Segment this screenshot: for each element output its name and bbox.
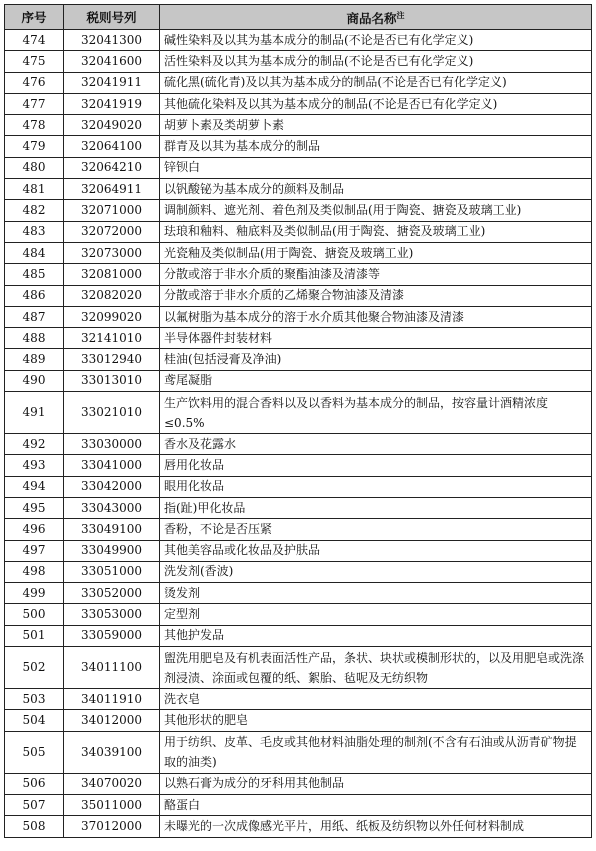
seq-cell: 483 (5, 221, 64, 242)
name-cell: 分散或溶于非水介质的聚酯油漆及清漆等 (160, 264, 592, 285)
table-row (5, 455, 592, 476)
code-cell: 34011910 (64, 689, 160, 710)
code-cell: 34012000 (64, 710, 160, 731)
table-row (5, 157, 592, 178)
code-cell: 33012940 (64, 349, 160, 370)
name-cell: 以熟石膏为成分的牙科用其他制品 (160, 773, 592, 794)
name-cell: 其他形状的肥皂 (160, 710, 592, 731)
code-cell: 35011000 (64, 794, 160, 815)
seq-cell: 490 (5, 370, 64, 391)
table-row (5, 72, 592, 93)
code-cell: 32099020 (64, 306, 160, 327)
seq-cell: 479 (5, 136, 64, 157)
table-row (5, 328, 592, 349)
header-name-label: 商品名称 (346, 11, 397, 27)
name-cell: 洗发剂(香波) (160, 561, 592, 582)
seq-cell: 489 (5, 349, 64, 370)
table-row (5, 285, 592, 306)
name-cell: 其他美容品或化妆品及护肤品 (160, 540, 592, 561)
code-cell: 33053000 (64, 604, 160, 625)
table-row (5, 306, 592, 327)
code-cell: 32141010 (64, 328, 160, 349)
table-row (5, 497, 592, 518)
name-cell: 调制颜料、遮光剂、着色剂及类似制品(用于陶瓷、搪瓷及玻璃工业) (160, 200, 592, 221)
code-cell: 33021010 (64, 392, 160, 434)
table-row (5, 30, 592, 51)
table-row (5, 794, 592, 815)
header-name (160, 5, 592, 30)
seq-cell: 474 (5, 30, 64, 51)
name-cell: 香水及花露水 (160, 434, 592, 455)
seq-cell: 477 (5, 93, 64, 114)
name-cell: 锌钡白 (160, 157, 592, 178)
code-cell: 34070020 (64, 773, 160, 794)
seq-cell: 487 (5, 306, 64, 327)
table-row (5, 200, 592, 221)
table-row (5, 710, 592, 731)
code-cell: 32064100 (64, 136, 160, 157)
seq-cell: 488 (5, 328, 64, 349)
table-row (5, 731, 592, 773)
table-row (5, 561, 592, 582)
name-cell: 香粉，不论是否压紧 (160, 519, 592, 540)
code-cell: 34039100 (64, 731, 160, 773)
code-cell: 33052000 (64, 583, 160, 604)
name-cell: 光瓷釉及类似制品(用于陶瓷、搪瓷及玻璃工业) (160, 242, 592, 263)
name-cell: 珐琅和釉料、釉底料及类似制品(用于陶瓷、搪瓷及玻璃工业) (160, 221, 592, 242)
code-cell: 32049020 (64, 115, 160, 136)
code-cell: 33041000 (64, 455, 160, 476)
table-row (5, 51, 592, 72)
table-row (5, 519, 592, 540)
name-cell: 用于纺织、皮革、毛皮或其他材料油脂处理的制剂(不含有石油或从沥青矿物提取的油类) (160, 731, 592, 773)
header-name-note: 注 (396, 9, 405, 20)
name-cell: 以钒酸铋为基本成分的颜料及制品 (160, 179, 592, 200)
code-cell: 32041600 (64, 51, 160, 72)
code-cell: 33049100 (64, 519, 160, 540)
name-cell: 眼用化妆品 (160, 476, 592, 497)
name-cell: 盥洗用肥皂及有机表面活性产品，条状、块状或模制形状的，以及用肥皂或洗涤剂浸渍、涂面或包覆的纸、絮胎、毡呢及无纺织物 (160, 647, 592, 689)
table-row (5, 349, 592, 370)
table-row (5, 370, 592, 391)
code-cell: 33042000 (64, 476, 160, 497)
seq-cell: 505 (5, 731, 64, 773)
seq-cell: 506 (5, 773, 64, 794)
name-cell: 桂油(包括浸膏及净油) (160, 349, 592, 370)
code-cell: 32082020 (64, 285, 160, 306)
table-row (5, 221, 592, 242)
code-cell: 33051000 (64, 561, 160, 582)
table-row (5, 136, 592, 157)
name-cell: 烫发剂 (160, 583, 592, 604)
seq-cell: 499 (5, 583, 64, 604)
table-row (5, 773, 592, 794)
seq-cell: 480 (5, 157, 64, 178)
code-cell: 32072000 (64, 221, 160, 242)
seq-cell: 497 (5, 540, 64, 561)
seq-cell: 492 (5, 434, 64, 455)
name-cell: 唇用化妆品 (160, 455, 592, 476)
code-cell: 32064210 (64, 157, 160, 178)
seq-cell: 484 (5, 242, 64, 263)
name-cell: 定型剂 (160, 604, 592, 625)
code-cell: 32081000 (64, 264, 160, 285)
table-row (5, 115, 592, 136)
code-cell: 32041919 (64, 93, 160, 114)
header-code: 税则号列 (64, 5, 160, 30)
seq-cell: 481 (5, 179, 64, 200)
seq-cell: 501 (5, 625, 64, 646)
table-row (5, 392, 592, 434)
table-row (5, 816, 592, 837)
name-cell: 硫化黑(硫化青)及以其为基本成分的制品(不论是否已有化学定义) (160, 72, 592, 93)
seq-cell: 493 (5, 455, 64, 476)
table-row (5, 264, 592, 285)
code-cell: 33030000 (64, 434, 160, 455)
table-row (5, 689, 592, 710)
name-cell: 酪蛋白 (160, 794, 592, 815)
seq-cell: 498 (5, 561, 64, 582)
name-cell: 群青及以其为基本成分的制品 (160, 136, 592, 157)
code-cell: 33059000 (64, 625, 160, 646)
table-row (5, 242, 592, 263)
code-cell: 32041300 (64, 30, 160, 51)
seq-cell: 502 (5, 647, 64, 689)
header-seq: 序号 (5, 5, 64, 30)
code-cell: 32064911 (64, 179, 160, 200)
seq-cell: 482 (5, 200, 64, 221)
code-cell: 33043000 (64, 497, 160, 518)
seq-cell: 503 (5, 689, 64, 710)
seq-cell: 500 (5, 604, 64, 625)
seq-cell: 486 (5, 285, 64, 306)
seq-cell: 476 (5, 72, 64, 93)
seq-cell: 496 (5, 519, 64, 540)
code-cell: 33013010 (64, 370, 160, 391)
name-cell: 分散或溶于非水介质的乙烯聚合物油漆及清漆 (160, 285, 592, 306)
table-row (5, 434, 592, 455)
seq-cell: 491 (5, 392, 64, 434)
name-cell: 半导体器件封装材料 (160, 328, 592, 349)
name-cell: 洗衣皂 (160, 689, 592, 710)
name-cell: 以氟树脂为基本成分的溶于水介质其他聚合物油漆及清漆 (160, 306, 592, 327)
table-row (5, 647, 592, 689)
table-row (5, 476, 592, 497)
table-row (5, 540, 592, 561)
code-cell: 32073000 (64, 242, 160, 263)
name-cell: 活性染料及以其为基本成分的制品(不论是否已有化学定义) (160, 51, 592, 72)
name-cell: 生产饮料用的混合香料以及以香料为基本成分的制品，按容量计酒精浓度≤0.5% (160, 392, 592, 434)
table-header-row (5, 5, 592, 30)
name-cell: 未曝光的一次成像感光平片，用纸、纸板及纺织物以外任何材料制成 (160, 816, 592, 837)
code-cell: 34011100 (64, 647, 160, 689)
table-row (5, 583, 592, 604)
seq-cell: 478 (5, 115, 64, 136)
table-body (5, 30, 592, 838)
seq-cell: 475 (5, 51, 64, 72)
seq-cell: 494 (5, 476, 64, 497)
code-cell: 32071000 (64, 200, 160, 221)
seq-cell: 485 (5, 264, 64, 285)
seq-cell: 507 (5, 794, 64, 815)
table-row (5, 93, 592, 114)
code-cell: 33049900 (64, 540, 160, 561)
tariff-table (4, 4, 592, 838)
name-cell: 鸢尾凝脂 (160, 370, 592, 391)
seq-cell: 504 (5, 710, 64, 731)
name-cell: 胡萝卜素及类胡萝卜素 (160, 115, 592, 136)
table-row (5, 604, 592, 625)
name-cell: 指(趾)甲化妆品 (160, 497, 592, 518)
code-cell: 32041911 (64, 72, 160, 93)
name-cell: 其他护发品 (160, 625, 592, 646)
name-cell: 其他硫化染料及以其为基本成分的制品(不论是否已有化学定义) (160, 93, 592, 114)
seq-cell: 495 (5, 497, 64, 518)
name-cell: 碱性染料及以其为基本成分的制品(不论是否已有化学定义) (160, 30, 592, 51)
code-cell: 37012000 (64, 816, 160, 837)
table-row (5, 625, 592, 646)
seq-cell: 508 (5, 816, 64, 837)
table-row (5, 179, 592, 200)
